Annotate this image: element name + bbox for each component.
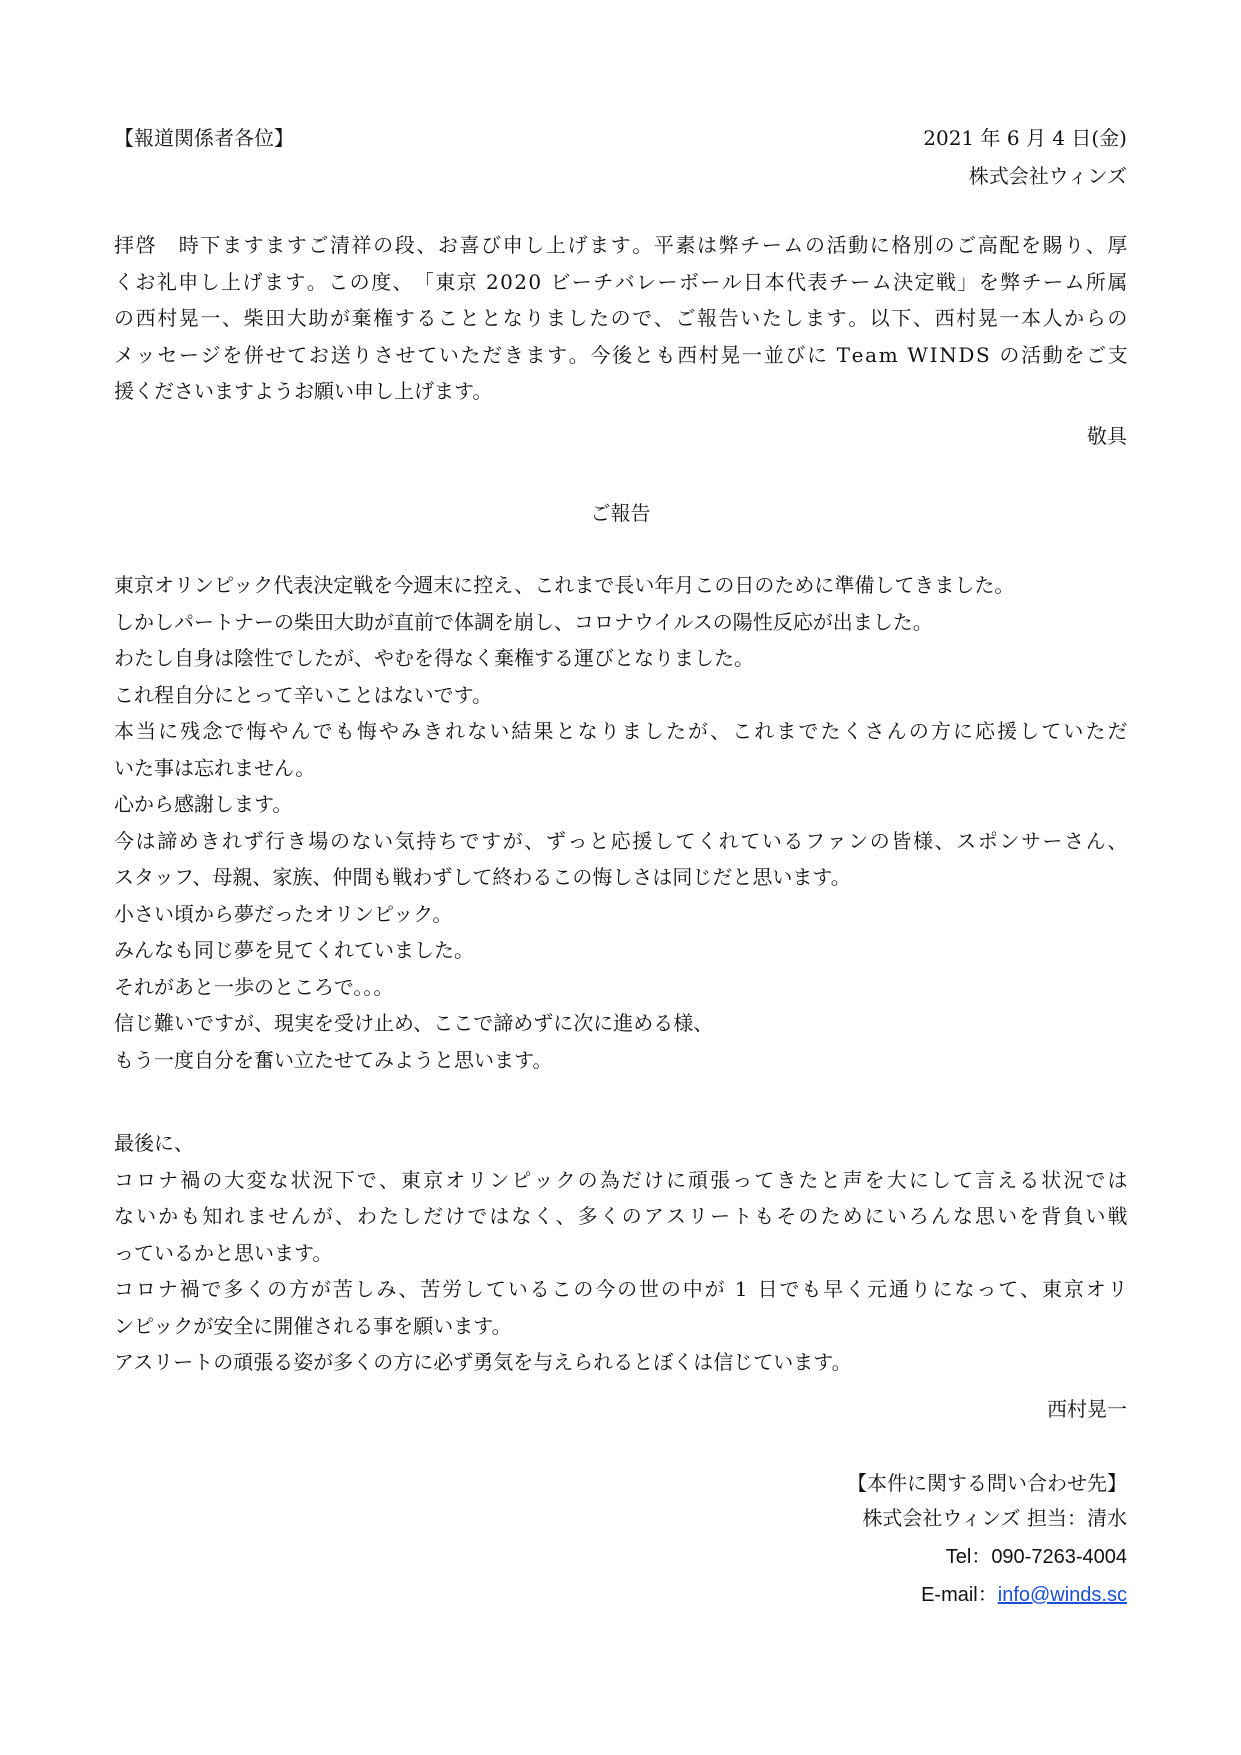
report-line: 心から感謝します。 xyxy=(114,792,293,816)
report-line: いた事は忘れません。 xyxy=(114,755,316,780)
report-line: しかしパートナーの柴田大助が直前で体調を崩し、コロナウイルスの陽性反応が出ました。 xyxy=(114,609,933,634)
tel-label: Tel： xyxy=(945,1546,992,1568)
closing-line: っているかと思います。 xyxy=(114,1240,333,1265)
company-name: 株式会社ウィンズ xyxy=(968,164,1127,188)
contact-email xyxy=(921,1578,1127,1607)
greeting-line: 拝 啓 時 下 ま す ま す ご 清 祥 の 段 、 お 喜 び 申 し 上 げ ま す 。 平 素 は 弊 チ ー ム の 活 動 に 格 別 の ご 高 配 を 賜 り 、 厚 xyxy=(114,233,1128,257)
report-line: 本 当 に 残 念 で 悔 や ん で も 悔 や み き れ な い 結 果 と な り ま し た が 、 こ れ ま で た く さ ん の 方 に 応 援 し て い た だ xyxy=(114,719,1128,743)
report-line: 信じ難いですが、現実を受け止め、ここで諦めずに次に進める様、 xyxy=(114,1011,714,1035)
closing-line: ンピックが安全に開催される事を願います。 xyxy=(114,1313,512,1338)
report-line: スタッフ、母親、家族、仲間も戦わずして終わるこの悔しさは同じだと思います。 xyxy=(114,865,851,889)
email-label: E-mail： xyxy=(921,1584,998,1606)
greeting-line: 援くださいますようお願い申し上げます。 xyxy=(114,379,493,403)
greeting-closing: 敬具 xyxy=(1087,424,1127,448)
report-line: 東京オリンピック代表決定戦を今週末に控え、これまで長い年月この日のために準備してきました。 xyxy=(114,573,1015,597)
signature: 西村晃一 xyxy=(1047,1397,1127,1421)
greeting-line: く お 礼 申 し 上 げ ま す 。 こ の 度 、 「 東 京 2 0 2 0 ビ ー チ バ レ ー ボ ー ル 日 本 代 表 チ ー ム 決 定 戦 」 を 弊 チ ー ム 所 属 xyxy=(114,269,1128,294)
report-line: わたし自身は陰性でしたが、やむを得なく棄権する運びとなりました。 xyxy=(114,646,754,670)
report-line: これ程自分にとって辛いことはないです。 xyxy=(114,682,492,707)
closing-line: な い か も 知 れ ま せ ん が 、 わ た し だ け で は な く 、 多 く の ア ス リ ー ト も そ の た め に い ろ ん な 思 い を 背 負 い 戦 xyxy=(114,1204,1128,1228)
closing-paragraph xyxy=(114,1125,1128,1381)
greeting-line: メ ッ セ ー ジ を 併 せ て お 送 り さ せ て い た だ き ま す 。 今 後 と も 西 村 晃 一 並 び に T e a m W I N D S の 活 動 を ご 支 xyxy=(114,342,1128,367)
report-line: 今 は 諦 め き れ ず 行 き 場 の な い 気 持 ち で す が 、 ず っ と 応 援 し て く れ て い る フ ァ ン の 皆 様 、 ス ポ ン サ ー さ ん 、 xyxy=(114,828,1128,853)
closing-line: 最後に、 xyxy=(114,1131,194,1155)
email-link[interactable]: info@winds.sc xyxy=(997,1584,1127,1606)
report-line: それがあと一歩のところで。。。 xyxy=(114,974,394,999)
report-heading: ご報告 xyxy=(590,501,651,525)
addressee: 【報道関係者各位】 xyxy=(114,126,294,150)
release-date: 2021 年 6 月 4 日(金) xyxy=(923,126,1127,150)
greeting-paragraph xyxy=(114,227,1128,410)
report-line: 小さい頃から夢だったオリンピック。 xyxy=(114,901,453,926)
report-line: もう一度自分を奮い立たせてみようと思います。 xyxy=(114,1047,553,1072)
contact-heading: 【本件に関する問い合わせ先】 xyxy=(847,1471,1127,1495)
closing-line: コ ロ ナ 禍 の 大 変 な 状 況 下 で 、 東 京 オ リ ン ピ ッ ク の 為 だ け に 頑 張 っ て き た と 声 を 大 に し て 言 え る 状 況 で は xyxy=(114,1167,1128,1192)
contact-company-person: 株式会社ウィンズ 担当：清水 xyxy=(862,1506,1127,1530)
greeting-line: の 西 村 晃 一 、 柴 田 大 助 が 棄 権 す る こ と と な り ま し た の で 、 ご 報 告 い た し ま す 。 以 下 、 西 村 晃 一 本 人 か ら の xyxy=(114,306,1128,330)
tel-number: 090-7263-4004 xyxy=(991,1546,1127,1568)
report-line: みんなも同じ夢を見てくれていました。 xyxy=(114,938,474,962)
report-body xyxy=(114,567,1128,1078)
closing-line: コ ロ ナ 禍 で 多 く の 方 が 苦 し み 、 苦 労 し て い る こ の 今 の 世 の 中 が 1 日 で も 早 く 元 通 り に な っ て 、 東 京 オ リ xyxy=(114,1277,1128,1301)
closing-line: アスリートの頑張る姿が多くの方に必ず勇気を与えられるとぼくは信じています。 xyxy=(114,1350,852,1374)
contact-tel xyxy=(946,1540,1127,1569)
